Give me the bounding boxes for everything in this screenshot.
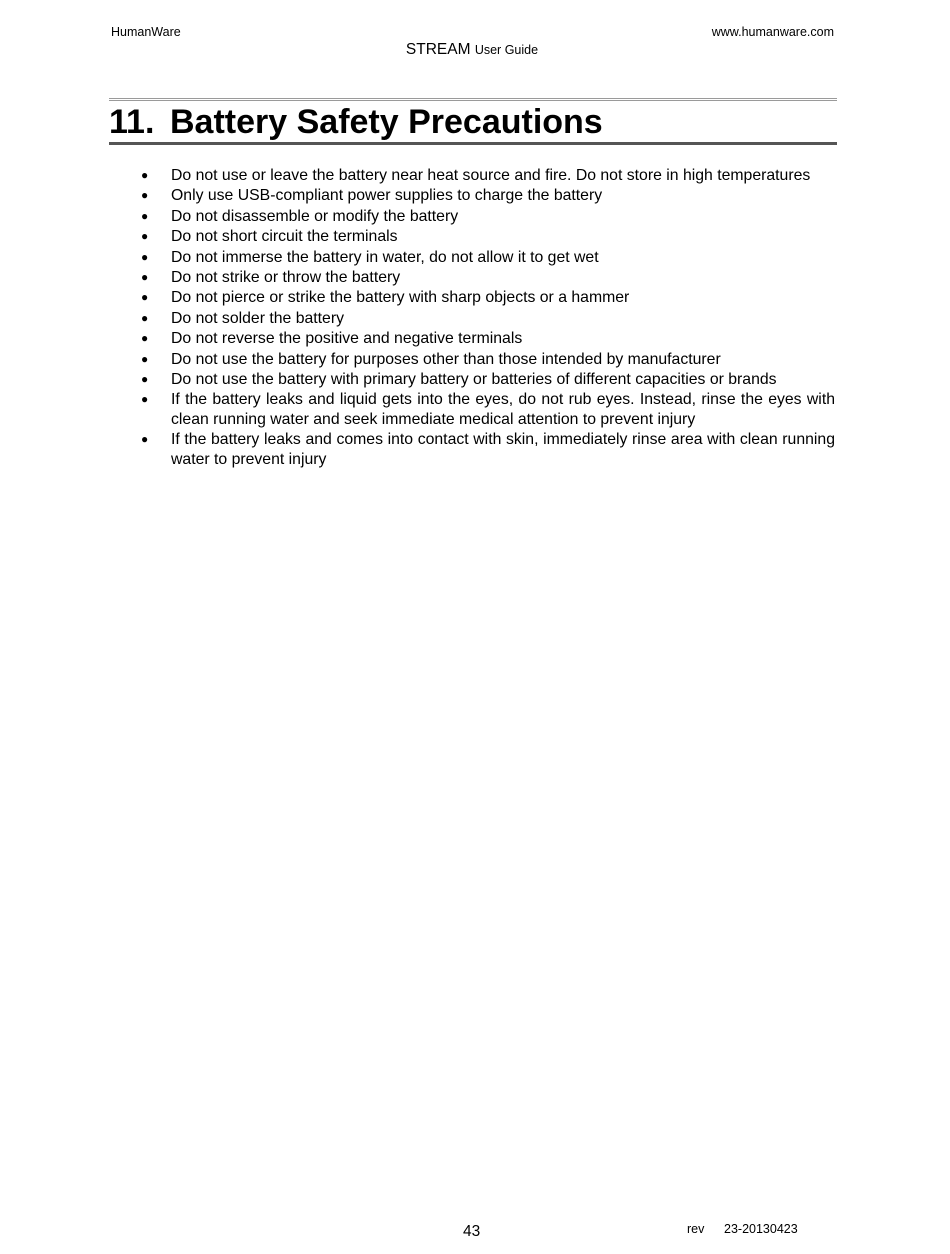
header-document-title <box>0 41 944 59</box>
revision-value: 23-20130423 <box>724 1222 798 1236</box>
page-number: 43 <box>463 1223 481 1240</box>
bullet-icon: ● <box>141 249 149 264</box>
list-item <box>141 207 835 227</box>
revision-label: rev <box>687 1222 705 1236</box>
list-item-text: Do not use the battery with primary battery or batteries of different capacities or brands <box>171 370 777 388</box>
list-item-text: Do not use or leave the battery near heat source and fire. Do not store in high temperatures <box>171 167 811 184</box>
header-website: www.humanware.com <box>711 25 834 39</box>
list-item-text: Do not immerse the battery in water, do not allow it to get wet <box>171 248 599 266</box>
precautions-list <box>141 166 835 470</box>
heading-top-rule <box>109 98 837 101</box>
bullet-icon: ● <box>141 351 149 366</box>
bullet-icon: ● <box>141 392 149 407</box>
section-title: Battery Safety Precautions <box>170 103 603 141</box>
list-item-text: Only use USB-compliant power supplies to charge the battery <box>171 187 603 205</box>
list-item-text: Do not solder the battery <box>171 309 344 327</box>
list-item <box>141 329 835 349</box>
header-guide: User Guide <box>474 43 539 57</box>
list-item <box>141 288 835 308</box>
list-item <box>141 350 835 370</box>
list-item <box>141 370 835 390</box>
bullet-icon: ● <box>141 371 149 386</box>
header-company: HumanWare <box>111 25 181 39</box>
bullet-icon: ● <box>141 229 149 244</box>
revision <box>687 1222 798 1236</box>
section-number: 11. <box>109 103 155 141</box>
section-heading <box>109 102 603 142</box>
list-item <box>141 430 835 469</box>
bullet-icon: ● <box>141 188 149 203</box>
list-item-text: If the battery leaks and comes into contact with skin, immediately rinse area with clean running water to prevent injury <box>171 431 835 468</box>
list-item <box>141 166 835 186</box>
list-item-text: Do not pierce or strike the battery with sharp objects or a hammer <box>171 289 630 307</box>
list-item-text: If the battery leaks and liquid gets into the eyes, do not rub eyes. Instead, rinse the eyes with clean running water and seek immediate medical attention to prevent injury <box>171 391 835 428</box>
bullet-icon: ● <box>141 208 149 223</box>
bullet-icon: ● <box>141 432 149 447</box>
bullet-icon: ● <box>141 269 149 284</box>
bullet-icon: ● <box>141 168 149 182</box>
list-item <box>141 248 835 268</box>
list-item <box>141 268 835 288</box>
list-item-text: Do not use the battery for purposes other than those intended by manufacturer <box>171 350 721 368</box>
bullet-icon: ● <box>141 310 149 325</box>
heading-bottom-rule <box>109 142 837 145</box>
list-item <box>141 186 835 206</box>
list-item-text: Do not disassemble or modify the battery <box>171 207 459 225</box>
list-item-text: Do not strike or throw the battery <box>171 268 401 286</box>
bullet-icon: ● <box>141 290 149 305</box>
list-item <box>141 227 835 247</box>
list-item-text: Do not reverse the positive and negative terminals <box>171 330 523 348</box>
bullet-icon: ● <box>141 331 149 346</box>
list-item <box>141 390 835 429</box>
list-item <box>141 309 835 329</box>
list-item-text: Do not short circuit the terminals <box>171 228 398 246</box>
header-product: STREAM <box>405 41 471 58</box>
